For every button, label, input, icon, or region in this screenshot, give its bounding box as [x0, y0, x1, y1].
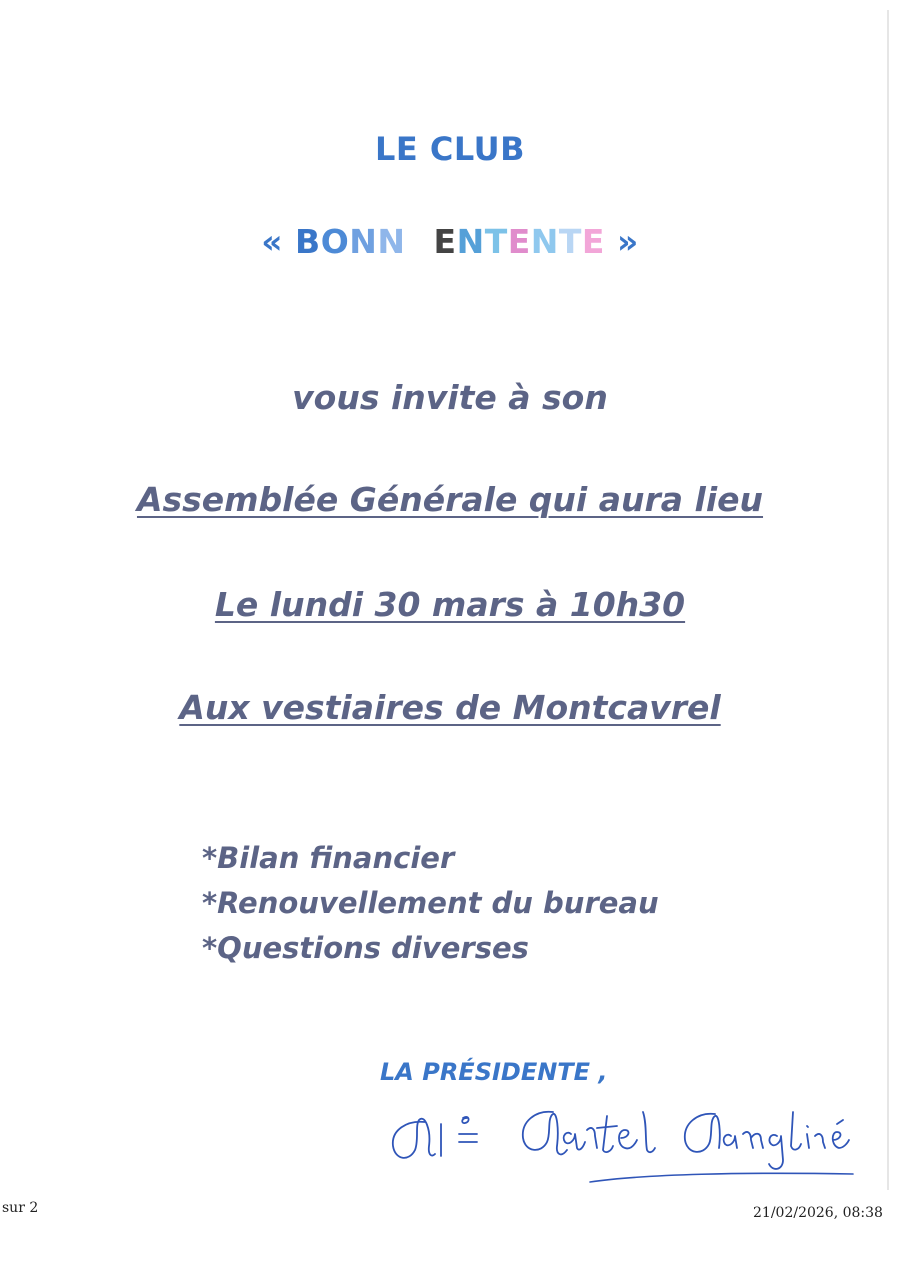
- agenda-item: *Bilan financier: [202, 841, 455, 875]
- invite-line: vous invite à son: [292, 378, 608, 417]
- signatory-title: LA PRÉSIDENTE ,: [380, 1058, 608, 1086]
- page-count: sur 2: [2, 1200, 39, 1216]
- date-line: [0, 585, 900, 624]
- assembly-text: Assemblée Générale qui aura lieu: [136, 480, 764, 519]
- location-text: Aux vestiaires de Montcavrel: [179, 688, 721, 727]
- location-line: [0, 688, 900, 727]
- club-name-letter: B: [295, 222, 321, 261]
- club-name-letter: N: [530, 222, 559, 261]
- club-name-letter: E: [433, 222, 457, 261]
- club-name-letter: N: [377, 222, 406, 261]
- handwritten-signature: [385, 1090, 860, 1190]
- club-name-letter: E: [507, 222, 531, 261]
- club-heading: LE CLUB: [375, 130, 525, 168]
- club-name-letter: N: [349, 222, 378, 261]
- club-name-letter: O: [320, 222, 350, 261]
- club-name-letter: N: [456, 222, 485, 261]
- club-name: [0, 222, 900, 261]
- agenda-list: [202, 836, 659, 971]
- agenda-item: *Questions diverses: [202, 931, 529, 965]
- date-text: Le lundi 30 mars à 10h30: [214, 585, 686, 624]
- club-name-letter: E: [581, 222, 605, 261]
- club-name-letter: T: [484, 222, 508, 261]
- agenda-item: *Renouvellement du bureau: [202, 886, 659, 920]
- close-quote: »: [616, 222, 639, 261]
- club-name-letter: T: [558, 222, 582, 261]
- print-timestamp: 21/02/2026, 08:38: [753, 1205, 883, 1221]
- open-quote: «: [261, 222, 284, 261]
- assembly-line: [0, 480, 900, 519]
